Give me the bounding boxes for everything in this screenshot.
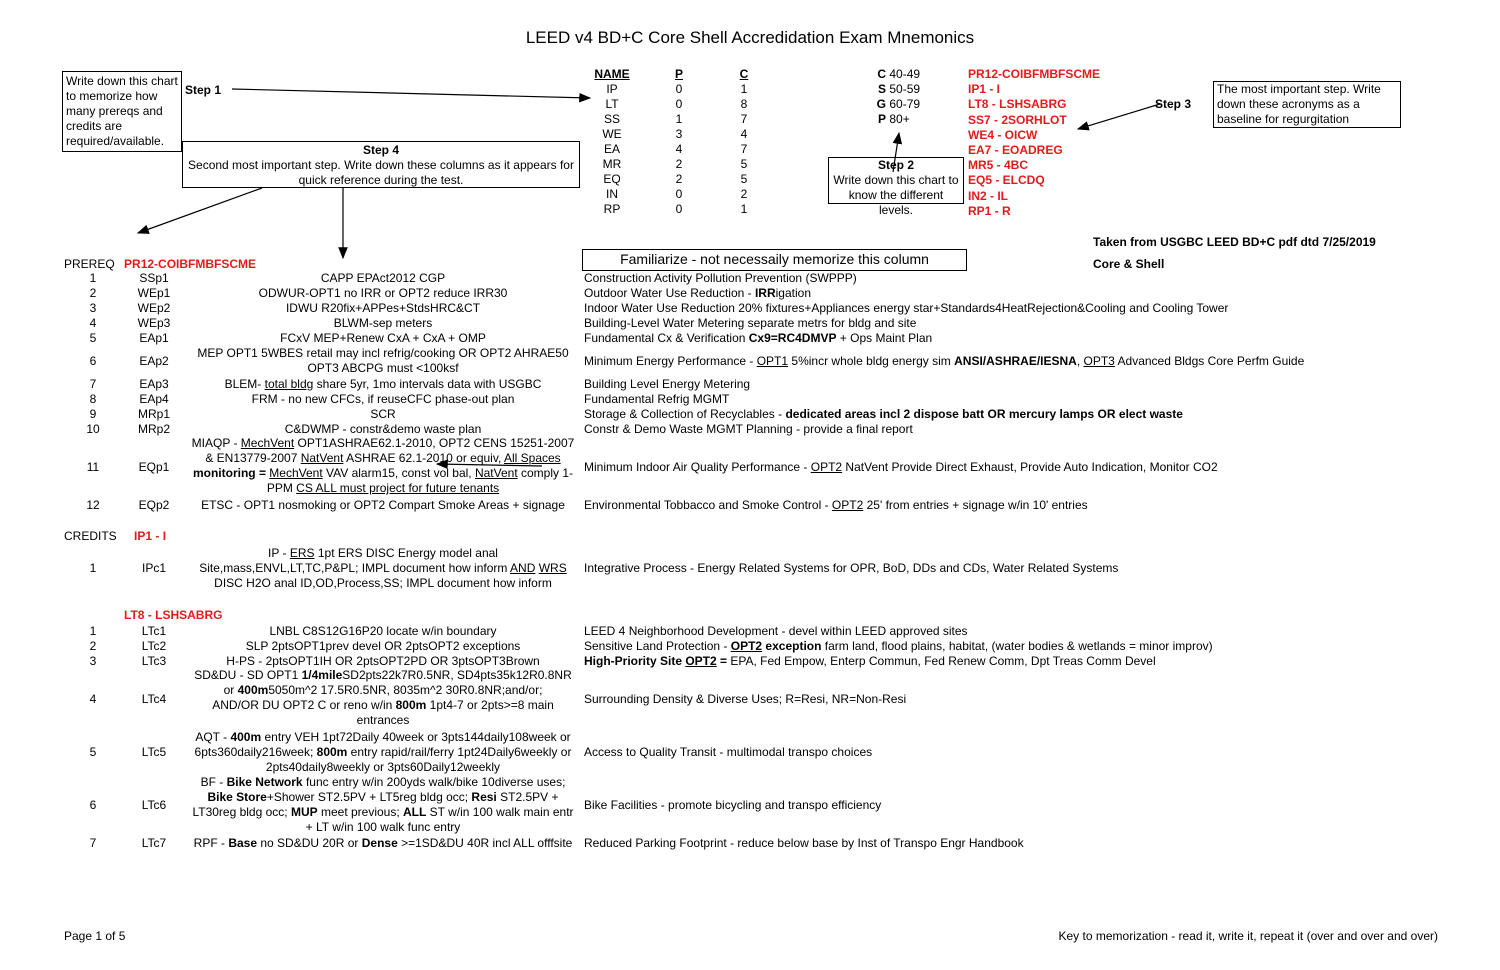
row-num: 6 — [89, 798, 97, 812]
cat-p: 4 — [675, 141, 683, 156]
counts-row — [590, 201, 764, 216]
row-mnemonic: IDWU R20fix+APPes+StdsHRC&CT — [285, 301, 481, 315]
level-row — [868, 97, 920, 112]
row-code: WEp3 — [137, 316, 171, 330]
step3-box — [1213, 81, 1401, 128]
cat-name: IN — [606, 186, 618, 201]
header-c: C — [739, 66, 749, 81]
row-mnemonic: FRM - no new CFCs, if reuseCFC phase-out plan — [251, 392, 515, 406]
cat-c: 7 — [740, 141, 748, 156]
step3-label: Step 3 — [1155, 97, 1192, 111]
counts-row — [590, 171, 764, 186]
row-num: 6 — [89, 354, 97, 368]
step2-box — [828, 157, 964, 217]
row-description: Environmental Tobbacco and Smoke Control - OPT2 25' from entries + signage w/in 10' entries — [584, 498, 1088, 512]
row-description: Outdoor Water Use Reduction - IRRigation — [584, 286, 812, 300]
level-row — [868, 112, 920, 127]
cat-name: SS — [603, 111, 620, 126]
source-note: Taken from USGBC LEED BD+C pdf dtd 7/25/2019 — [1093, 235, 1376, 249]
familiarize-box — [582, 249, 967, 271]
counts-row — [590, 156, 764, 171]
row-mnemonic: AQT - 400m entry VEH 1pt72Daily 40week or 3pts144daily108week or 6pts360daily216week; 800m entry rapid/rail/ferry 1pt24Daily6weekly or 2pts40daily8weekly or 3pts60Daily12weekly — [194, 730, 572, 774]
page-number: Page 1 of 5 — [64, 929, 126, 943]
row-mnemonic: BF - Bike Network func entry w/in 200yds walk/bike 10diverse uses; Bike Store+Shower ST2.5PV + LT5reg bldg occ; Resi ST2.5PV + LT30reg bldg occ; MUP meet previous; ALL ST w/in 100 walk main entr + LT w/in 100 walk func entry — [192, 775, 574, 834]
prereq-heading — [64, 257, 256, 271]
counts-row — [590, 81, 764, 96]
level-letter: G — [876, 97, 886, 111]
row-num: 9 — [89, 407, 97, 421]
row-code: EQp2 — [138, 498, 170, 512]
row-mnemonic: BLWM-sep meters — [333, 316, 433, 330]
cat-p: 0 — [675, 96, 683, 111]
core-shell-label: Core & Shell — [1093, 257, 1165, 271]
step1-label: Step 1 — [185, 83, 222, 97]
row-code: LTc2 — [141, 639, 167, 653]
row-code: WEp1 — [137, 286, 171, 300]
row-code: EAp4 — [139, 392, 169, 406]
row-num: 10 — [86, 422, 100, 436]
row-description: Bike Facilities - promote bicycling and transpo efficiency — [584, 798, 882, 812]
familiarize-text: Familiarize - not necessaily memorize this column — [620, 251, 929, 267]
row-description: Construction Activity Pollution Prevention (SWPPP) — [584, 271, 857, 285]
level-range: 50-59 — [889, 82, 921, 96]
row-code: SSp1 — [139, 271, 169, 285]
row-mnemonic: SD&DU - SD OPT1 1/4mileSD2pts22k7R0.5NR, SD4pts35k12R0.8NR or 400m5050m^2 17.5R0.5NR, 8035m^2 30R0.8NR;and/or; AND/OR DU OPT2 C or reno w/in 800m 1pt4-7 or 2pts>=8 main entrances — [194, 668, 572, 727]
row-description: Building Level Energy Metering — [584, 377, 751, 391]
row-num: 4 — [89, 316, 97, 330]
row-code: EQp1 — [138, 460, 170, 474]
row-code: LTc6 — [141, 798, 167, 812]
cat-name: EA — [603, 141, 620, 156]
row-mnemonic: CAPP EPAct2012 CGP — [320, 271, 446, 285]
row-num: 2 — [89, 286, 97, 300]
step1-arrow — [232, 89, 590, 98]
level-letter: P — [877, 112, 886, 126]
level-letter: S — [877, 82, 886, 96]
cat-c: 5 — [740, 171, 748, 186]
row-mnemonic: IP - ERS 1pt ERS DISC Energy model anal Site,mass,ENVL,LT,TC,P&PL; IMPL document how inform AND WRS DISC H2O anal ID,OD,Process,SS; IMPL document how inform — [199, 546, 567, 590]
cat-name: MR — [602, 156, 622, 171]
step4-arrow-left — [138, 188, 262, 233]
row-num: 11 — [86, 460, 100, 474]
cat-p: 2 — [675, 171, 683, 186]
cat-name: WE — [602, 126, 622, 141]
acronym: EA7 - EOADREG — [968, 143, 1063, 158]
header-p: P — [674, 66, 683, 81]
row-description: Storage & Collection of Recyclables - dedicated areas incl 2 dispose batt OR mercury lamps OR elect waste — [584, 407, 1183, 421]
cat-p: 0 — [675, 81, 683, 96]
counts-header-row — [590, 66, 764, 81]
row-description: Access to Quality Transit - multimodal transpo choices — [584, 745, 873, 759]
header-name: NAME — [594, 66, 630, 81]
acronym: SS7 - 2SORHLOT — [968, 112, 1067, 127]
row-num: 5 — [89, 331, 97, 345]
cat-p: 3 — [675, 126, 683, 141]
counts-row — [590, 126, 764, 141]
row-num: 3 — [89, 301, 97, 315]
row-num: 4 — [89, 692, 97, 706]
row-mnemonic: BLEM- total bldg share 5yr, 1mo intervals data with USGBC — [224, 377, 542, 391]
row-num: 3 — [89, 654, 97, 668]
row-num: 7 — [89, 377, 97, 391]
row-mnemonic: MEP OPT1 5WBES retail may incl refrig/cooking OR OPT2 AHRAE50 OPT3 ABCPG must <100ksf — [197, 346, 569, 375]
row-mnemonic: MIAQP - MechVent OPT1ASHRAE62.1-2010, OPT2 CENS 15251-2007 & EN13779-2007 NatVent ASHRAE 62.1-2010 or equiv, All Spaces monitoring = MechVent VAV alarm15, const vol bal, NatVent comply 1- PPM CS ALL must project for future tenants — [191, 436, 575, 495]
row-description: Minimum Energy Performance - OPT1 5%incr whole bldg energy sim ANSI/ASHRAE/IESNA, OPT3 Advanced Bldgs Core Perfm Guide — [584, 354, 1305, 368]
row-code: EAp3 — [139, 377, 169, 391]
cat-p: 1 — [675, 111, 683, 126]
level-range: 80+ — [889, 112, 910, 126]
row-description: Minimum Indoor Air Quality Performance - OPT2 NatVent Provide Direct Exhaust, Provide Auto Indication, Monitor CO2 — [584, 460, 1218, 474]
row-code: EAp2 — [139, 354, 169, 368]
counts-row — [590, 96, 764, 111]
cat-p: 0 — [675, 186, 683, 201]
row-num: 5 — [89, 745, 97, 759]
row-mnemonic: FCxV MEP+Renew CxA + CxA + OMP — [280, 331, 486, 345]
cat-name: RP — [603, 201, 621, 216]
cat-c: 8 — [740, 96, 748, 111]
cat-p: 0 — [675, 201, 683, 216]
row-description: LEED 4 Neighborhood Development - devel within LEED approved sites — [584, 624, 968, 638]
row-description: Building-Level Water Metering separate metrs for bldg and site — [584, 316, 917, 330]
acronym: RP1 - R — [968, 203, 1011, 218]
row-code: LTc1 — [141, 624, 167, 638]
step3-text: The most important step. Write down these acronyms as a baseline for regurgitation — [1217, 82, 1381, 126]
credits-heading — [64, 529, 166, 543]
step2-label: Step 2 — [877, 158, 914, 172]
cat-name: IP — [606, 81, 618, 96]
cat-c: 5 — [740, 156, 748, 171]
acronym: WE4 - OICW — [968, 127, 1038, 142]
row-description: High-Priority Site OPT2 = EPA, Fed Empow, Enterp Commun, Fed Renew Comm, Dpt Treas Comm Devel — [584, 654, 1156, 668]
level-range: 40-49 — [889, 67, 921, 81]
row-mnemonic: C&DWMP - constr&demo waste plan — [284, 422, 482, 436]
ip-acronym: IP1 - I — [134, 529, 167, 543]
step4-box — [182, 141, 580, 188]
cat-c: 1 — [740, 81, 748, 96]
acronym: IP1 - I — [968, 82, 1001, 97]
counts-row — [590, 111, 764, 126]
footer-note: Key to memorization - read it, write it, repeat it (over and over and over) — [1058, 929, 1438, 943]
cat-c: 4 — [740, 126, 748, 141]
row-description: Reduced Parking Footprint - reduce below base by Inst of Transpo Engr Handbook — [584, 836, 1024, 850]
row-description: Fundamental Refrig MGMT — [584, 392, 730, 406]
row-code: EAp1 — [139, 331, 169, 345]
row-mnemonic: SCR — [370, 407, 396, 421]
counts-table — [590, 66, 764, 216]
row-description: Sensitive Land Protection - OPT2 exception farm land, flood plains, habitat, (water bodies & wetlands = minor improv) — [584, 639, 1213, 653]
acronym: LT8 - LSHSABRG — [968, 97, 1067, 112]
row-num: 7 — [89, 836, 97, 850]
row-mnemonic: ETSC - OPT1 nosmoking or OPT2 Compart Smoke Areas + signage — [201, 498, 565, 512]
page-title: LEED v4 BD+C Core Shell Accredidation Exam Mnemonics — [525, 28, 975, 47]
row-mnemonic: LNBL C8S12G16P20 locate w/in boundary — [269, 624, 497, 638]
step2-text: Write down this chart to know the different levels. — [833, 173, 959, 217]
row-description: Integrative Process - Energy Related Systems for OPR, BoD, DDs and CDs, Water Related Systems — [584, 561, 1119, 575]
cat-c: 7 — [740, 111, 748, 126]
row-code: MRp1 — [137, 407, 170, 421]
cat-name: EQ — [603, 171, 621, 186]
levels-list — [868, 67, 920, 127]
acronym: PR12-COIBFMBFSCME — [968, 67, 1101, 81]
row-description: Surrounding Density & Diverse Uses; R=Resi, NR=Non-Resi — [584, 692, 907, 706]
row-code: IPc1 — [141, 561, 166, 575]
level-row — [868, 67, 920, 82]
acronym-list — [968, 67, 1100, 219]
acronym: IN2 - IL — [968, 188, 1009, 203]
row-mnemonic: ODWUR-OPT1 no IRR or OPT2 reduce IRR30 — [258, 286, 508, 300]
row-mnemonic: RPF - Base no SD&DU 20R or Dense >=1SD&DU 40R incl ALL offfsite — [193, 836, 573, 850]
acronym: MR5 - 4BC — [968, 158, 1029, 173]
row-code: LTc7 — [141, 836, 167, 850]
row-mnemonic: H-PS - 2ptsOPT1IH OR 2ptsOPT2PD OR 3ptsOPT3Brown — [226, 654, 540, 668]
row-num: 1 — [89, 561, 97, 575]
cat-p: 2 — [675, 156, 683, 171]
cat-c: 2 — [740, 186, 748, 201]
row-description: Indoor Water Use Reduction 20% fixtures+Appliances energy star+Standards4HeatRejection&Cooling and Cooling Tower — [584, 301, 1229, 315]
row-num: 12 — [86, 498, 100, 512]
row-num: 1 — [89, 271, 97, 285]
prereq-acronym: PR12-COIBFMBFSCME — [124, 257, 257, 271]
step1-box-text: Write down this chart to memorize how many prereqs and credits are required/available. — [66, 74, 178, 148]
row-code: LTc5 — [141, 745, 167, 759]
row-code: WEp2 — [137, 301, 171, 315]
level-range: 60-79 — [889, 97, 921, 111]
counts-row — [590, 141, 764, 156]
step4-label: Step 4 — [362, 143, 399, 157]
lt-acronym: LT8 - LSHSABRG — [124, 608, 223, 622]
row-description: Fundamental Cx & Verification Cx9=RC4DMVP + Ops Maint Plan — [584, 331, 933, 345]
row-mnemonic: SLP 2ptsOPT1prev devel OR 2ptsOPT2 exceptions — [245, 639, 521, 653]
row-num: 2 — [89, 639, 97, 653]
prereq-label: PREREQ — [64, 257, 115, 271]
step4-text: Second most important step. Write down these columns as it appears for quick reference during the test. — [188, 158, 574, 187]
level-letter: C — [877, 67, 886, 81]
row-code: LTc3 — [141, 654, 167, 668]
level-row — [868, 82, 920, 97]
acronym: EQ5 - ELCDQ — [968, 173, 1045, 188]
row-num: 8 — [89, 392, 97, 406]
row-description: Constr & Demo Waste MGMT Planning - provide a final report — [584, 422, 913, 436]
row-code: LTc4 — [141, 692, 167, 706]
row-num: 1 — [89, 624, 97, 638]
counts-row — [590, 186, 764, 201]
cat-name: LT — [605, 96, 619, 111]
step1-box — [62, 71, 182, 152]
row-code: MRp2 — [137, 422, 170, 436]
credits-label: CREDITS — [64, 529, 117, 543]
cat-c: 1 — [740, 201, 748, 216]
